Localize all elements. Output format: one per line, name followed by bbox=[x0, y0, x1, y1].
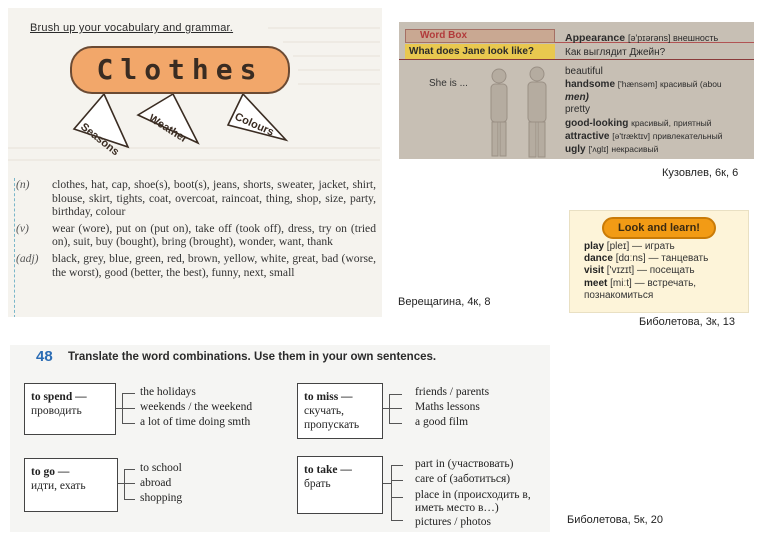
transcription: [pleɪ] bbox=[606, 241, 630, 252]
bracket-line bbox=[124, 469, 135, 470]
phrase-option: weekends / the weekend bbox=[140, 401, 253, 413]
appearance-transcription: [ə'pɪərəns] внешность bbox=[628, 33, 719, 43]
adjective-word: beautiful bbox=[565, 66, 603, 77]
bracket-line bbox=[389, 394, 390, 424]
exercise-heading: Brush up your vocabulary and grammar. bbox=[30, 22, 234, 34]
bracket-line bbox=[124, 469, 125, 499]
translation: — танцевать bbox=[648, 253, 709, 265]
verb-english: to go — bbox=[31, 466, 70, 478]
translation: — встречать, bbox=[634, 277, 697, 289]
she-is-prompt: She is ... bbox=[429, 78, 468, 89]
bracket-line bbox=[389, 423, 402, 424]
part-of-speech: (v) bbox=[16, 221, 29, 235]
phrase-option: the holidays bbox=[140, 386, 196, 398]
verb-russian: проводить bbox=[31, 405, 82, 417]
look-and-learn-title: Look and learn! bbox=[602, 217, 716, 239]
verb-item-tail: познакомиться bbox=[584, 289, 654, 301]
phrase-option: pictures / photos bbox=[415, 516, 492, 528]
transcription: [dɑːns] bbox=[615, 253, 646, 265]
adjective-list bbox=[565, 66, 754, 157]
vocab-words: black, grey, blue, green, red, brown, yellow, white, great, bad (worse, the worst), good (better, the best), funny, next, small bbox=[52, 251, 376, 279]
vocab-words: clothes, hat, cap, shoe(s), boot(s), jeans, shorts, sweater, jacket, shirt, blouse, skirt, tights, coat, overcoat, raincoat, thing, shop, size, party, birthday, colour bbox=[52, 178, 376, 219]
adjective-word: handsome bbox=[565, 79, 616, 91]
transcription: ['hænsəm] bbox=[617, 79, 658, 90]
transcription: ['ʌglɪ] bbox=[588, 144, 609, 155]
vocab-row-nouns bbox=[16, 178, 376, 219]
bracket-line bbox=[124, 483, 135, 484]
adjective-word: ugly bbox=[565, 144, 586, 156]
verb-item bbox=[584, 253, 746, 265]
verb-english: to miss — bbox=[304, 391, 353, 403]
translation: некрасивый bbox=[611, 144, 659, 155]
verb-russian: скучать, пропускать bbox=[304, 405, 360, 431]
verb-russian: идти, ехать bbox=[31, 480, 86, 492]
adjective-item bbox=[565, 130, 754, 143]
seasons-label: Seasons bbox=[78, 120, 122, 159]
phrase-option: to school bbox=[140, 462, 182, 474]
transcription: [miːt] bbox=[610, 277, 632, 289]
exercise-instruction: Translate the word combinations. Use them in your own sentences. bbox=[68, 351, 437, 363]
adjective-word: attractive bbox=[565, 131, 610, 143]
exercise-number: 48 bbox=[36, 348, 53, 365]
translation: красивый, приятный bbox=[631, 117, 712, 128]
translation: красивый (abou bbox=[660, 79, 722, 90]
verb-russian: брать bbox=[304, 478, 331, 490]
phrase-option: shopping bbox=[140, 492, 183, 504]
bracket-line bbox=[122, 423, 135, 424]
verb-list bbox=[584, 241, 746, 302]
bracket-line bbox=[389, 408, 402, 409]
phrase-option: friends / parents bbox=[415, 386, 490, 398]
phrase-option: place in (происходить в, bbox=[415, 489, 531, 501]
adjective-word: pretty bbox=[565, 104, 591, 116]
part-of-speech: (adj) bbox=[16, 251, 39, 265]
phrase-option: a lot of time doing smth bbox=[140, 416, 251, 428]
bracket-line bbox=[122, 408, 135, 409]
verb-item bbox=[584, 265, 746, 277]
bracket-line bbox=[391, 520, 403, 521]
verb-word: play bbox=[584, 241, 605, 252]
translation: привлекательный bbox=[652, 131, 723, 142]
caption-biboletova-5: Биболетова, 5к, 20 bbox=[567, 514, 663, 526]
word-box-panel bbox=[399, 22, 754, 159]
adjective-item bbox=[565, 78, 754, 91]
verb-box-miss bbox=[297, 383, 383, 439]
translation: — играть bbox=[632, 241, 675, 252]
phrase-option: иметь место в…) bbox=[415, 502, 499, 514]
appearance-word: Appearance bbox=[565, 32, 626, 44]
bracket-line bbox=[389, 394, 402, 395]
adjective-item bbox=[565, 66, 754, 78]
bracket-line bbox=[391, 480, 403, 481]
verb-item bbox=[584, 278, 746, 290]
question-bar: What does Jane look like? bbox=[405, 44, 555, 59]
bracket-line bbox=[391, 497, 403, 498]
verb-box-go bbox=[24, 458, 118, 512]
adjective-item bbox=[565, 117, 754, 130]
clothes-vocabulary-panel bbox=[8, 8, 382, 317]
bracket-line bbox=[391, 465, 403, 466]
adjective-item bbox=[565, 143, 754, 156]
vocab-words: wear (wore), put on (put on), take off (took off), dress, try on (tried on), suit, buy (bought), bring (brought), wonder, want, thank bbox=[52, 221, 376, 249]
verb-box-spend bbox=[24, 383, 116, 435]
caption-vereshchagina: Верещагина, 4к, 8 bbox=[398, 296, 491, 308]
adjective-item bbox=[565, 104, 754, 116]
bracket-line bbox=[122, 393, 135, 394]
clothes-banner: Clothes bbox=[70, 46, 290, 94]
bracket-line bbox=[391, 465, 392, 520]
verb-english: to take — bbox=[304, 464, 352, 476]
phrase-option: Maths lessons bbox=[415, 401, 480, 413]
divider bbox=[399, 59, 754, 60]
adjective-word: good-looking bbox=[565, 117, 629, 129]
verb-box-take bbox=[297, 456, 383, 514]
translation: — посещать bbox=[636, 265, 695, 277]
part-of-speech: (n) bbox=[16, 178, 30, 191]
transcription: [ə'træktɪv] bbox=[612, 131, 650, 142]
people-illustration bbox=[469, 62, 569, 159]
adjective-word: men) bbox=[565, 91, 589, 103]
verb-word: meet bbox=[584, 277, 608, 289]
vocab-row-adjectives bbox=[16, 252, 376, 279]
transcription: ['vɪzɪt] bbox=[606, 265, 635, 277]
question-russian: Как выглядит Джейн? bbox=[565, 47, 666, 58]
vocab-row-verbs bbox=[16, 222, 376, 249]
caption-biboletova-3: Биболетова, 3к, 13 bbox=[639, 316, 735, 328]
phrase-option: abroad bbox=[140, 477, 172, 489]
phrase-option: a good film bbox=[415, 416, 469, 428]
adjective-item bbox=[565, 92, 754, 104]
colours-label: Colours bbox=[232, 110, 276, 139]
bracket-line bbox=[124, 499, 135, 500]
verb-english: to spend — bbox=[31, 391, 87, 403]
vocabulary-list bbox=[16, 178, 376, 282]
translate-exercise-panel bbox=[10, 345, 550, 532]
phrase-option: care of (заботиться) bbox=[415, 473, 511, 485]
phrase-option: part in (участвовать) bbox=[415, 458, 514, 470]
verb-word: visit bbox=[584, 265, 605, 277]
verb-word: dance bbox=[584, 253, 613, 265]
verb-item bbox=[584, 241, 746, 253]
caption-kuzovlev: Кузовлев, 6к, 6 bbox=[662, 167, 739, 179]
look-and-learn-panel bbox=[569, 210, 749, 313]
word-box-tab: Word Box bbox=[405, 29, 555, 43]
weather-label: Weather bbox=[146, 112, 190, 146]
bracket-line bbox=[383, 483, 391, 484]
appearance-heading bbox=[565, 32, 718, 44]
